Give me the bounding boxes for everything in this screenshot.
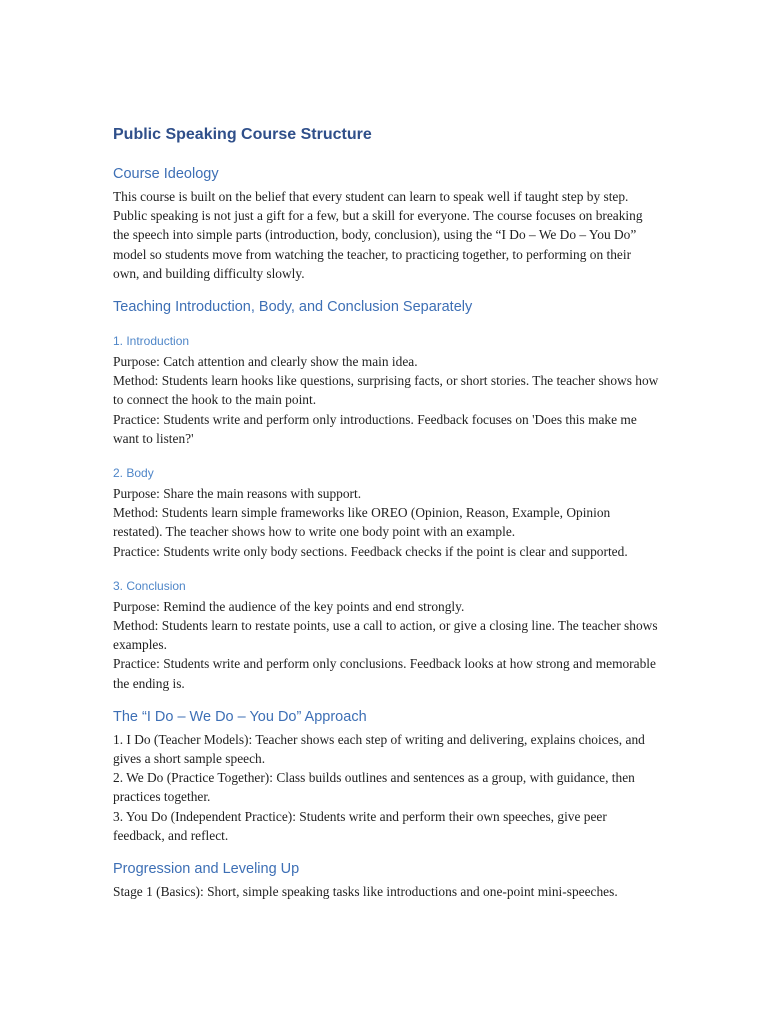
- heading-progression: Progression and Leveling Up: [113, 861, 300, 878]
- approach-item-1: 1. I Do (Teacher Models): Teacher shows each step of writing and delivering, explains choices, and gives a short sample speech.: [113, 731, 645, 767]
- body-practice: Practice: Students write only body sections. Feedback checks if the point is clear and supported.: [113, 543, 628, 559]
- conclusion-practice: Practice: Students write and perform only conclusions. Feedback looks at how strong and memorable the ending is.: [113, 656, 656, 691]
- introduction-method: Method: Students learn hooks like questions, surprising facts, or short stories. The teacher shows how to connect the hook to the main point.: [113, 373, 659, 408]
- conclusion-purpose: Purpose: Remind the audience of the key points and end strongly.: [113, 598, 465, 614]
- subheading-introduction: 1. Introduction: [113, 334, 190, 349]
- introduction-purpose: Purpose: Catch attention and clearly show the main idea.: [113, 354, 418, 370]
- body-purpose: Purpose: Share the main reasons with support.: [113, 486, 362, 502]
- progression-stage-1: Stage 1 (Basics): Short, simple speaking tasks like introductions and one-point mini-speeches.: [113, 884, 618, 900]
- heading-course-ideology: Course Ideology: [113, 166, 219, 182]
- subheading-body: 2. Body: [113, 466, 154, 481]
- heading-teaching-parts: Teaching Introduction, Body, and Conclusion Separately: [113, 299, 473, 316]
- document-title: Public Speaking Course Structure: [113, 126, 372, 143]
- introduction-practice: Practice: Students write and perform only introductions. Feedback focuses on 'Does this make me want to listen?': [113, 411, 637, 446]
- heading-approach: The “I Do – We Do – You Do” Approach: [113, 708, 367, 725]
- subheading-conclusion: 3. Conclusion: [113, 578, 186, 593]
- body-method: Method: Students learn simple frameworks like OREO (Opinion, Reason, Example, Opinion restated). The teacher shows how to write one body point with an example.: [113, 505, 611, 540]
- conclusion-method: Method: Students learn to restate points, use a call to action, or give a closing line. The teacher shows examples.: [113, 618, 658, 653]
- ideology-paragraph: This course is built on the belief that every student can learn to speak well if taught step by step. Public speaking is not just a gift for a few, but a skill for everyone. The course focuses on breaking the speech into simple parts (introduction, body, conclusion), using the “I Do – We Do – You Do” model so students move from watching the teacher, to practicing together, to performing on their own, and building difficulty slowly.: [113, 189, 643, 281]
- approach-item-2: 2. We Do (Practice Together): Class builds outlines and sentences as a group, with guidance, then practices together.: [113, 770, 635, 805]
- approach-item-3: 3. You Do (Independent Practice): Students write and perform their own speeches, give peer feedback, and reflect.: [113, 808, 607, 843]
